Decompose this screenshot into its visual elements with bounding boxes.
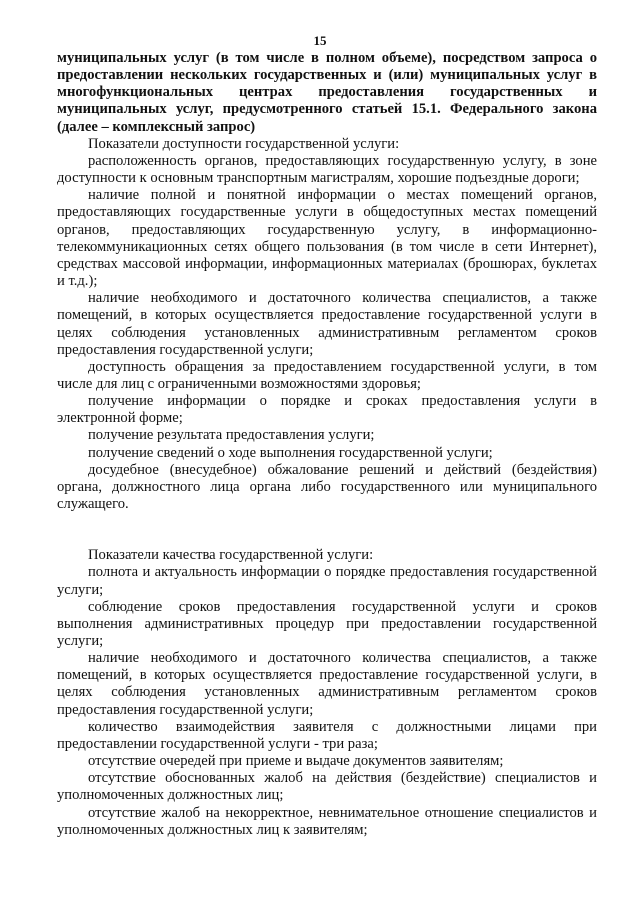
quality-item: количество взаимодействия заявителя с должностными лицами при предоставлении государственной услуги - три раза; (57, 718, 597, 752)
accessibility-item: получение сведений о ходе выполнения государственной услуги; (88, 444, 493, 461)
page-body (57, 50, 597, 839)
accessibility-heading: Показатели доступности государственной услуги: (88, 135, 400, 152)
lead-paragraph: муниципальных услуг (в том числе в полном объеме), посредством запроса о предоставлении нескольких государственных и (или) муниципальных услуг в многофункциональных центрах предоставления государственных и муниципальных услуг, предусмотренного статьей 15.1. Федерального закона (далее – комплексный запрос) (57, 50, 597, 135)
accessibility-item: доступность обращения за предоставлением государственной услуги, в том числе для лиц с ограниченными возможностями здоровья; (57, 358, 597, 392)
accessibility-item: наличие полной и понятной информации о местах помещений органов, предоставляющих государственные услуги в общедоступных местах помещений органов, предоставляющих государственную услугу, в информационно-телекоммуникационных сетях общего пользования (в том числе в сети Интернет), средствах массовой информации, информационных материалах (брошюрах, буклетах и т.д.); (57, 187, 597, 290)
quality-item: отсутствие обоснованных жалоб на действия (бездействие) специалистов и уполномоченных должностных лиц; (57, 770, 597, 804)
accessibility-item: досудебное (внесудебное) обжалование решений и действий (бездействия) органа, должностного лица органа либо государственного или муниципального служащего. (57, 461, 597, 513)
accessibility-item: наличие необходимого и достаточного количества специалистов, а также помещений, в которых осуществляется предоставление государственной услуги в целях соблюдения установленных административным регламентом сроков предоставления государственной услуги; (57, 290, 597, 358)
page-number: 15 (313, 33, 327, 48)
quality-item: отсутствие очередей при приеме и выдаче документов заявителям; (88, 753, 504, 770)
accessibility-item: расположенность органов, предоставляющих государственную услугу, в зоне доступности к основным транспортным магистралям, хорошие подъездные дороги; (57, 152, 597, 187)
quality-item: наличие необходимого и достаточного количества специалистов, а также помещений, в которых осуществляется предоставление государственной услуги, в целях соблюдения установленных административным регламентом сроков предоставления государственной услуги; (57, 650, 597, 718)
accessibility-item: получение информации о порядке и сроках предоставления услуги в электронной форме; (57, 393, 597, 427)
quality-item: отсутствие жалоб на некорректное, невнимательное отношение специалистов и уполномоченных должностных лиц к заявителям; (57, 804, 597, 838)
accessibility-item: получение результата предоставления услуги; (88, 427, 375, 444)
quality-item: соблюдение сроков предоставления государственной услуги и сроков выполнения административных процедур при предоставлении государственной услуги; (57, 598, 597, 649)
quality-heading: Показатели качества государственной услуги: (88, 547, 374, 564)
quality-item: полнота и актуальность информации о порядке предоставления государственной услуги; (57, 564, 597, 598)
